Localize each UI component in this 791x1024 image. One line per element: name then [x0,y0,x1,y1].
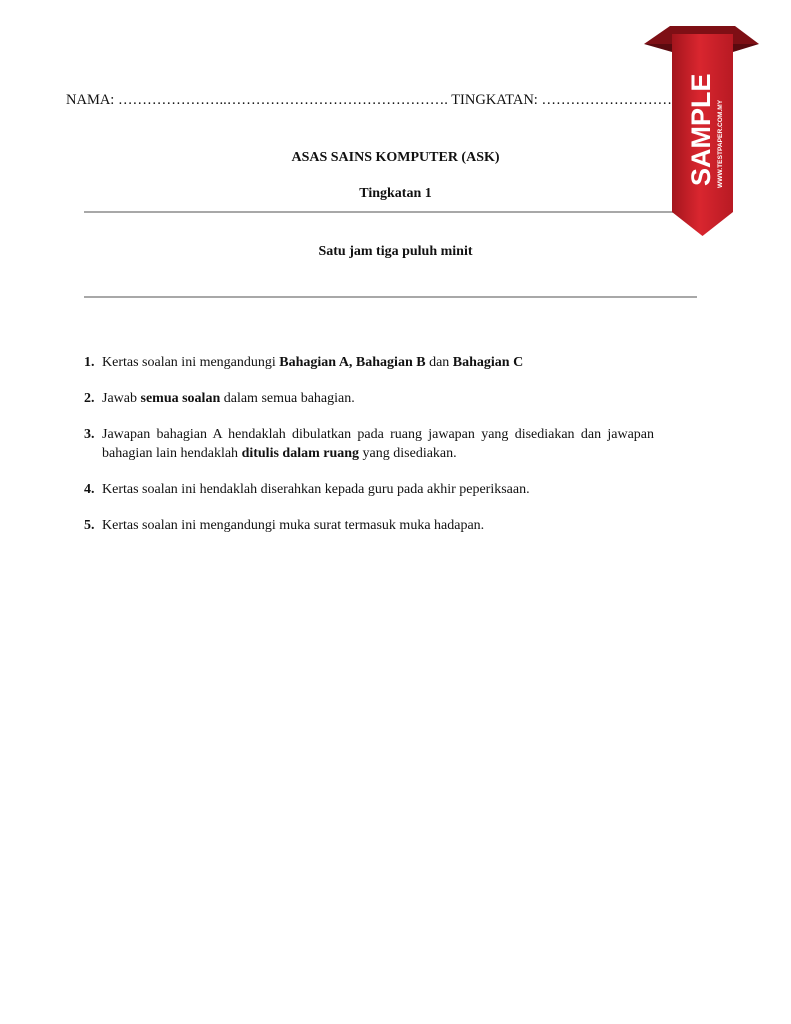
instruction-text: yang disediakan. [359,446,457,461]
instruction-number: 4. [84,482,95,497]
ribbon-fold-shadow-right [733,44,759,52]
instruction-text: Jawapan bahagian A hendaklah dibulatkan pada ruang jawapan yang disediakan dan jawapan bahagian lain hendaklah [102,427,654,461]
instruction-text: Jawab [102,391,141,406]
divider-top [84,211,697,213]
instruction-item [84,480,654,499]
instruction-text: Kertas soalan ini mengandungi muka surat termasuk muka hadapan. [102,518,485,533]
ribbon-site-url: WWW.TESTPAPER.COM.MY [717,99,724,188]
subject-title: ASAS SAINS KOMPUTER (ASK) [291,150,500,165]
instruction-item [84,353,654,372]
ribbon-fold-shadow-left [644,44,672,52]
instruction-item [84,389,654,408]
divider-bottom [84,296,697,298]
instruction-text: Bahagian C [452,355,524,370]
instruction-text: semua soalan [140,391,221,406]
instruction-number: 3. [84,427,95,442]
instruction-text: dalam semua bahagian. [220,391,355,406]
exam-duration: Satu jam tiga puluh minit [318,244,473,259]
instruction-item [84,516,654,535]
ribbon-sample-label: SAMPLE [686,73,716,186]
instruction-number: 2. [84,391,95,406]
instruction-text: Bahagian A, Bahagian B [279,355,426,370]
instructions-list [84,353,654,552]
instruction-number: 1. [84,355,95,370]
instruction-text: Kertas soalan ini hendaklah diserahkan kepada guru pada akhir peperiksaan. [102,482,530,497]
name-form-line: NAMA: …………………..………………………………………. TINGKATAN: ……………………… [66,92,672,108]
instruction-text: ditulis dalam ruang [241,446,360,461]
instruction-item [84,425,654,463]
sample-ribbon [644,26,759,240]
instruction-number: 5. [84,518,95,533]
instruction-text: dan [425,355,453,370]
form-level: Tingkatan 1 [359,186,432,201]
instruction-text: Kertas soalan ini mengandungi [102,355,280,370]
